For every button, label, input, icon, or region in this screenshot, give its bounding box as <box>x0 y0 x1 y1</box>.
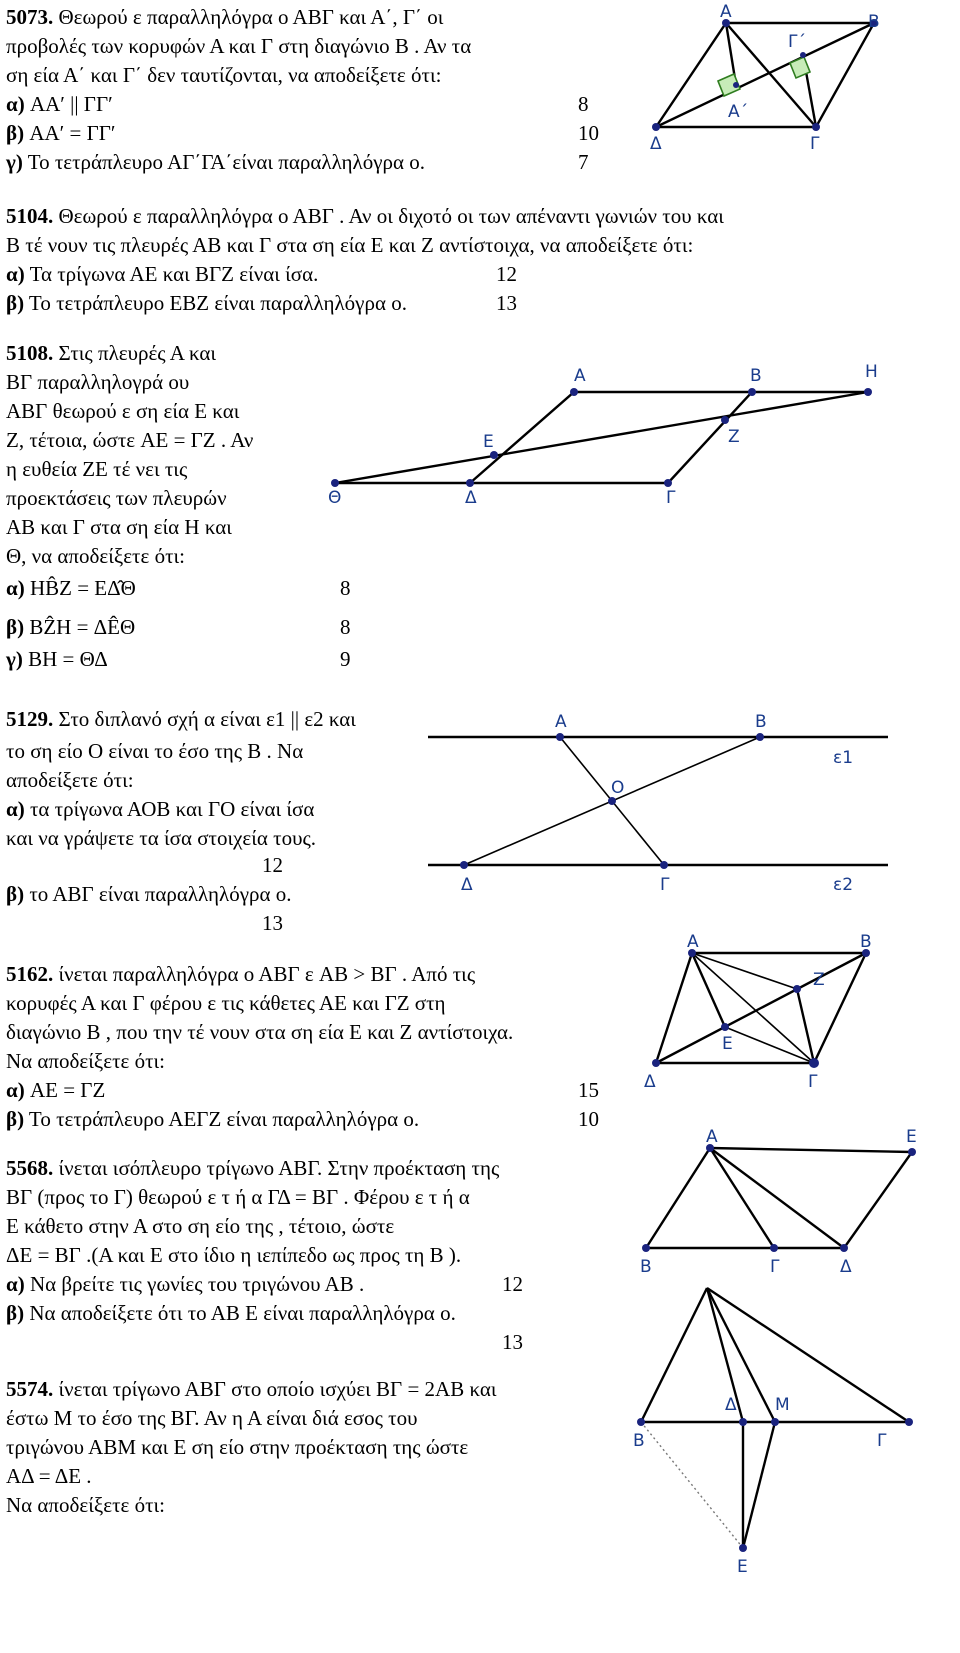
fig-5574-label-E: Ε <box>737 1557 748 1577</box>
problem-5108-part-b: β) BẐH = ΔÊΘ <box>6 615 136 639</box>
problem-5073-points-a: 8 <box>578 92 589 116</box>
fig-5108-label-E: Ε <box>483 432 494 452</box>
problem-5129-part-a-cont: και να γράψετε τα ίσα στοιχεία τους. <box>6 826 317 850</box>
fig-5073-label-G: Γ <box>810 134 820 154</box>
fig-5108-label-D: Δ <box>465 488 477 508</box>
problem-5073-line-2: προβολές των κορυφών Α και Γ στη διαγώνιο Β . Αν τα <box>6 34 472 58</box>
fig-5073-label-D: Δ <box>650 134 662 154</box>
problem-5104-line-2: Β τέ νουν τις πλευρές ΑΒ και Γ στα ση εία Ε και Ζ αντίστοιχα, να αποδείξετε ότι: <box>6 233 694 257</box>
problem-5104-points-b: 13 <box>496 291 517 315</box>
problem-5568-line-1: 5568. ίνεται ισόπλευρο τρίγωνο ΑΒΓ. Στην προέκταση της <box>6 1156 500 1180</box>
fig-5568-label-G: Γ <box>770 1257 780 1277</box>
fig-5108-label-H: Η <box>865 362 878 382</box>
problem-5129-points-a: 12 <box>262 853 283 877</box>
problem-5108-part-a: α) HB̂Z = EΔ̂Θ <box>6 576 136 600</box>
fig-5568-label-A: Α <box>706 1127 718 1147</box>
figure-5073-parallelogram <box>640 2 900 155</box>
problem-5104-part-b: β) Το τετράπλευρο ΕΒΖ είναι παραλληλόγρα ο. <box>6 291 407 315</box>
problem-5162-line-4: Να αποδείξετε ότι: <box>6 1049 165 1073</box>
problem-5073-part-a: α) AA′ || ΓΓ′ <box>6 92 113 116</box>
problem-5574-line-3: τριγώνου ΑΒΜ και Ε ση είο στην προέκταση της ώστε <box>6 1435 469 1459</box>
problem-5108-line-2: ΒΓ παραλληλογρά ου <box>6 370 190 394</box>
fig-5162-label-Z: Ζ <box>813 970 825 990</box>
problem-5108-line-7: ΑΒ και Γ στα ση εία Η και <box>6 515 232 539</box>
fig-5073-label-B: Β <box>868 12 880 32</box>
fig-5574-label-G: Γ <box>877 1431 887 1451</box>
problem-5108-line-1: 5108. Στις πλευρές Α και <box>6 341 217 365</box>
figure-5129-parallel-lines <box>428 705 888 895</box>
fig-5129-label-e2: ε2 <box>833 875 854 895</box>
problem-5108-line-8: Θ, να αποδείξετε ότι: <box>6 544 185 568</box>
fig-5568-label-D: Δ <box>840 1257 852 1277</box>
problem-5129-points-b: 13 <box>262 911 283 935</box>
fig-5108-label-Z: Ζ <box>728 427 740 447</box>
figure-5574-triangle <box>625 1280 915 1645</box>
problem-5108-line-4: Ζ, τέτοια, ώστε AE = ΓΖ . Αν <box>6 428 254 452</box>
problem-5568-points-b: 13 <box>502 1330 523 1354</box>
problem-5162-points-a: 15 <box>578 1078 599 1102</box>
problem-5574-line-1: 5574. ίνεται τρίγωνο ΑΒΓ στο οποίο ισχύει ΒΓ = 2AB και <box>6 1377 497 1401</box>
problem-5073-line-3: ση εία Α΄ και Γ΄ δεν ταυτίζονται, να αποδείξετε ότι: <box>6 63 442 87</box>
fig-5129-label-G: Γ <box>660 875 670 895</box>
fig-5162-label-G: Γ <box>808 1072 818 1092</box>
fig-5129-label-O: Ο <box>611 778 625 798</box>
problem-5073-part-c: γ) Το τετράπλευρο ΑΓ΄ΓΑ΄είναι παραλληλόγρα ο. <box>6 150 425 174</box>
fig-5073-label-A: Α <box>720 2 732 22</box>
fig-5574-label-D: Δ <box>725 1395 737 1415</box>
problem-5108-line-5: η ευθεία ΖΕ τέ νει τις <box>6 457 188 481</box>
problem-5129-line-2: το ση είο Ο είναι το έσο της Β . Να <box>6 739 304 763</box>
problem-5129-part-a: α) τα τρίγωνα ΑΟΒ και ΓΟ είναι ίσα <box>6 797 315 821</box>
fig-5108-label-G: Γ <box>666 488 676 508</box>
fig-5129-label-D: Δ <box>461 875 473 895</box>
problem-5073-line-1: 5073. Θεωρού ε παραλληλόγρα ο ΑΒΓ και Α΄, Γ΄ οι <box>6 5 444 29</box>
fig-5108-label-A: Α <box>574 366 586 386</box>
problem-5108-line-6: προεκτάσεις των πλευρών <box>6 486 227 510</box>
fig-5162-label-D: Δ <box>644 1072 656 1092</box>
problem-5162-part-b: β) Το τετράπλευρο ΑΕΓΖ είναι παραλληλόγρα ο. <box>6 1107 420 1131</box>
fig-5568-label-B: Β <box>640 1257 652 1277</box>
fig-5108-label-B: Β <box>750 366 762 386</box>
figure-5162-parallelogram <box>640 932 900 1115</box>
problem-5162-line-1: 5162. ίνεται παραλληλόγρα ο ΑΒΓ ε AB > ΒΓ . Από τις <box>6 962 476 986</box>
problem-5568-line-2: ΒΓ (προς το Γ) θεωρού ε τ ή α ΓΔ = ΒΓ . Φέρου ε τ ή α <box>6 1185 470 1209</box>
problem-5162-points-b: 10 <box>578 1107 599 1131</box>
problem-5162-line-2: κορυφές Α και Γ φέρου ε τις κάθετες ΑΕ και ΓΖ στη <box>6 991 446 1015</box>
fig-5574-label-M: Μ <box>775 1395 790 1415</box>
problem-5073-part-b: β) AA′ = ΓΓ′ <box>6 121 116 145</box>
fig-5073-label-G-prime: Γ΄ <box>788 32 806 52</box>
problem-5108-points-a: 8 <box>340 576 351 600</box>
figure-5108-parallelogram <box>320 355 900 515</box>
fig-5073-label-A-prime: Α΄ <box>728 102 749 122</box>
problem-5129-line-1: 5129. Στο διπλανό σχή α είναι ε1 || ε2 και <box>6 707 356 731</box>
figure-5568-triangle <box>630 1127 920 1280</box>
problem-5574-line-5: Να αποδείξετε ότι: <box>6 1493 165 1517</box>
fig-5129-label-B: Β <box>755 712 767 732</box>
problem-5108-points-b: 8 <box>340 615 351 639</box>
problem-5574-line-4: AΔ = ΔE . <box>6 1464 92 1488</box>
fig-5162-label-A: Α <box>687 932 699 952</box>
fig-5129-label-e1: ε1 <box>833 748 854 768</box>
problem-5073-points-c: 7 <box>578 150 589 174</box>
problem-5568-part-b: β) Να αποδείξετε ότι το ΑΒ Ε είναι παραλληλόγρα ο. <box>6 1301 456 1325</box>
problem-5568-points-a: 12 <box>502 1272 523 1296</box>
problem-5104-line-1: 5104. Θεωρού ε παραλληλόγρα ο ΑΒΓ . Αν οι διχοτό οι των απέναντι γωνιών του και <box>6 204 724 228</box>
problem-5108-line-3: ΑΒΓ θεωρού ε ση εία Ε και <box>6 399 240 423</box>
fig-5162-label-B: Β <box>860 932 872 952</box>
problem-5568-part-a: α) Να βρείτε τις γωνίες του τριγώνου ΑΒ . <box>6 1272 365 1296</box>
problem-5568-line-3: Ε κάθετο στην Α στο ση είο της , τέτοιο, ώστε <box>6 1214 395 1238</box>
problem-5162-part-a: α) AE = ΓΖ <box>6 1078 106 1102</box>
problem-5108-points-c: 9 <box>340 647 351 671</box>
problem-5104-points-a: 12 <box>496 262 517 286</box>
fig-5568-label-E: Ε <box>906 1127 917 1147</box>
problem-5129-line-3: αποδείξετε ότι: <box>6 768 134 792</box>
problem-5073-points-b: 10 <box>578 121 599 145</box>
problem-5574-line-2: έστω Μ το έσο της ΒΓ. Αν η Α είναι διά εσος του <box>6 1406 418 1430</box>
fig-5108-label-Th: Θ <box>328 488 342 508</box>
problem-5129-part-b: β) το ΑΒΓ είναι παραλληλόγρα ο. <box>6 882 292 906</box>
problem-5568-line-4: ΔΕ = ΒΓ .(Α και Ε στο ίδιο η ιεπίπεδο ως προς τη Β ). <box>6 1243 462 1267</box>
problem-5108-part-c: γ) BH = ΘΔ <box>6 647 108 671</box>
fig-5162-label-E: Ε <box>722 1034 733 1054</box>
problem-5162-line-3: διαγώνιο Β , που την τέ νουν στα ση εία Ε και Ζ αντίστοιχα. <box>6 1020 514 1044</box>
problem-5104-part-a: α) Τα τρίγωνα ΑΕ και ΒΓΖ είναι ίσα. <box>6 262 319 286</box>
fig-5574-label-B: Β <box>633 1431 645 1451</box>
fig-5129-label-A: Α <box>555 712 567 732</box>
